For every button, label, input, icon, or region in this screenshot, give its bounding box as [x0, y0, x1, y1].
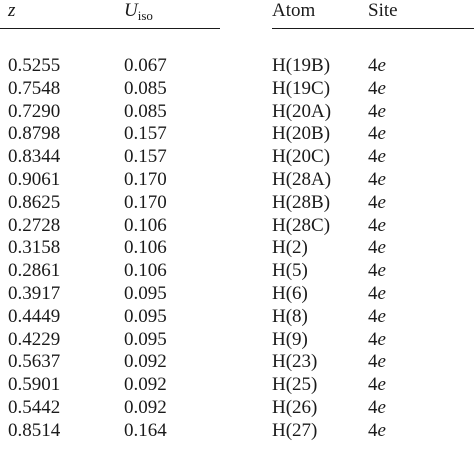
header-site: Site	[368, 0, 398, 21]
cell-atom: H(26)	[272, 396, 318, 418]
cell-site	[368, 260, 386, 282]
site-wyckoff-letter: e	[377, 351, 386, 373]
site-multiplicity: 4	[368, 191, 378, 213]
cell-site	[368, 123, 386, 145]
site-multiplicity: 4	[368, 396, 378, 418]
site-wyckoff-letter: e	[377, 55, 386, 76]
cell-atom: H(5)	[272, 260, 308, 282]
cell-site	[368, 420, 386, 442]
cell-uiso: 0.106	[124, 237, 167, 259]
cell-uiso: 0.095	[124, 328, 167, 350]
cell-uiso: 0.170	[124, 191, 167, 213]
cell-site	[368, 146, 386, 168]
site-wyckoff-letter: e	[377, 100, 386, 122]
site-wyckoff-letter: e	[377, 260, 386, 282]
cell-z: 0.7290	[8, 100, 61, 122]
cell-z: 0.3917	[8, 282, 61, 304]
cell-uiso: 0.067	[124, 55, 167, 76]
header-z: z	[8, 0, 16, 21]
cell-site	[368, 306, 386, 328]
cell-site	[368, 374, 386, 396]
site-multiplicity: 4	[368, 374, 378, 396]
cell-site	[368, 101, 386, 123]
cell-site	[368, 351, 386, 373]
site-wyckoff-letter: e	[377, 123, 386, 145]
header-rule-left	[0, 28, 220, 29]
table-row	[0, 101, 474, 124]
cell-site	[368, 78, 386, 100]
cell-atom: H(8)	[272, 305, 308, 327]
table-row	[0, 283, 474, 306]
site-multiplicity: 4	[368, 419, 378, 441]
cell-atom: H(28C)	[272, 214, 331, 236]
site-wyckoff-letter: e	[377, 214, 386, 236]
cell-z: 0.5637	[8, 351, 61, 373]
table-row	[0, 351, 474, 374]
site-wyckoff-letter: e	[377, 168, 386, 190]
site-wyckoff-letter: e	[377, 146, 386, 168]
cell-atom: H(19B)	[272, 55, 331, 76]
site-multiplicity: 4	[368, 123, 378, 145]
site-multiplicity: 4	[368, 260, 378, 282]
site-wyckoff-letter: e	[377, 374, 386, 396]
cell-site	[368, 55, 386, 77]
cell-site	[368, 215, 386, 237]
cell-atom: H(6)	[272, 282, 308, 304]
cell-z: 0.5442	[8, 396, 61, 418]
table-row	[0, 146, 474, 169]
cell-uiso: 0.092	[124, 396, 167, 418]
table-row	[0, 329, 474, 352]
site-wyckoff-letter: e	[377, 237, 386, 259]
header-uiso	[124, 0, 153, 26]
table-row	[0, 237, 474, 260]
cell-z: 0.4449	[8, 305, 61, 327]
cell-z: 0.9061	[8, 168, 61, 190]
site-multiplicity: 4	[368, 100, 378, 122]
cell-z: 0.3158	[8, 237, 61, 259]
cell-uiso: 0.157	[124, 123, 167, 145]
cell-z: 0.8625	[8, 191, 61, 213]
cell-site	[368, 397, 386, 419]
cell-uiso: 0.106	[124, 260, 167, 282]
cell-site	[368, 283, 386, 305]
site-multiplicity: 4	[368, 77, 378, 99]
table-row	[0, 215, 474, 238]
cell-atom: H(9)	[272, 328, 308, 350]
site-multiplicity: 4	[368, 146, 378, 168]
cell-z: 0.8798	[8, 123, 61, 145]
site-multiplicity: 4	[368, 282, 378, 304]
cell-atom: H(20A)	[272, 100, 332, 122]
cell-site	[368, 329, 386, 351]
cell-uiso: 0.095	[124, 305, 167, 327]
site-multiplicity: 4	[368, 168, 378, 190]
table-row	[0, 306, 474, 329]
cell-uiso: 0.170	[124, 168, 167, 190]
site-multiplicity: 4	[368, 55, 378, 76]
cell-z: 0.5255	[8, 55, 61, 76]
header-uiso-subscript: iso	[137, 8, 153, 23]
cell-uiso: 0.085	[124, 77, 167, 99]
table-row	[0, 78, 474, 101]
site-wyckoff-letter: e	[377, 328, 386, 350]
cell-atom: H(28B)	[272, 191, 331, 213]
table-row	[0, 123, 474, 146]
site-multiplicity: 4	[368, 305, 378, 327]
cell-site	[368, 237, 386, 259]
cell-atom: H(19C)	[272, 77, 331, 99]
cell-atom: H(20C)	[272, 146, 331, 168]
cell-atom: H(28A)	[272, 168, 332, 190]
table-row	[0, 55, 474, 78]
cell-z: 0.8514	[8, 419, 61, 441]
cell-z: 0.4229	[8, 328, 61, 350]
site-wyckoff-letter: e	[377, 282, 386, 304]
cell-z: 0.2861	[8, 260, 61, 282]
cell-atom: H(23)	[272, 351, 318, 373]
site-wyckoff-letter: e	[377, 396, 386, 418]
cell-uiso: 0.157	[124, 146, 167, 168]
header-rule-right	[272, 28, 474, 29]
cell-z: 0.7548	[8, 77, 61, 99]
cell-atom: H(2)	[272, 237, 308, 259]
table-row	[0, 192, 474, 215]
cell-uiso: 0.092	[124, 351, 167, 373]
table-row	[0, 260, 474, 283]
cell-uiso: 0.092	[124, 374, 167, 396]
cell-atom: H(25)	[272, 374, 318, 396]
site-wyckoff-letter: e	[377, 191, 386, 213]
header-uiso-symbol: U	[124, 0, 138, 21]
cell-atom: H(20B)	[272, 123, 331, 145]
cell-atom: H(27)	[272, 419, 318, 441]
cell-uiso: 0.085	[124, 100, 167, 122]
table-row	[0, 420, 474, 443]
table-row	[0, 169, 474, 192]
cell-uiso: 0.164	[124, 419, 167, 441]
site-wyckoff-letter: e	[377, 77, 386, 99]
cell-site	[368, 169, 386, 191]
site-multiplicity: 4	[368, 237, 378, 259]
site-multiplicity: 4	[368, 351, 378, 373]
table-row	[0, 374, 474, 397]
table-body	[0, 55, 474, 443]
site-wyckoff-letter: e	[377, 419, 386, 441]
cell-uiso: 0.106	[124, 214, 167, 236]
cell-uiso: 0.095	[124, 282, 167, 304]
cell-z: 0.2728	[8, 214, 61, 236]
site-multiplicity: 4	[368, 214, 378, 236]
site-wyckoff-letter: e	[377, 305, 386, 327]
table-row	[0, 397, 474, 420]
cell-z: 0.5901	[8, 374, 61, 396]
site-multiplicity: 4	[368, 328, 378, 350]
cell-z: 0.8344	[8, 146, 61, 168]
cell-site	[368, 192, 386, 214]
header-atom: Atom	[272, 0, 316, 21]
